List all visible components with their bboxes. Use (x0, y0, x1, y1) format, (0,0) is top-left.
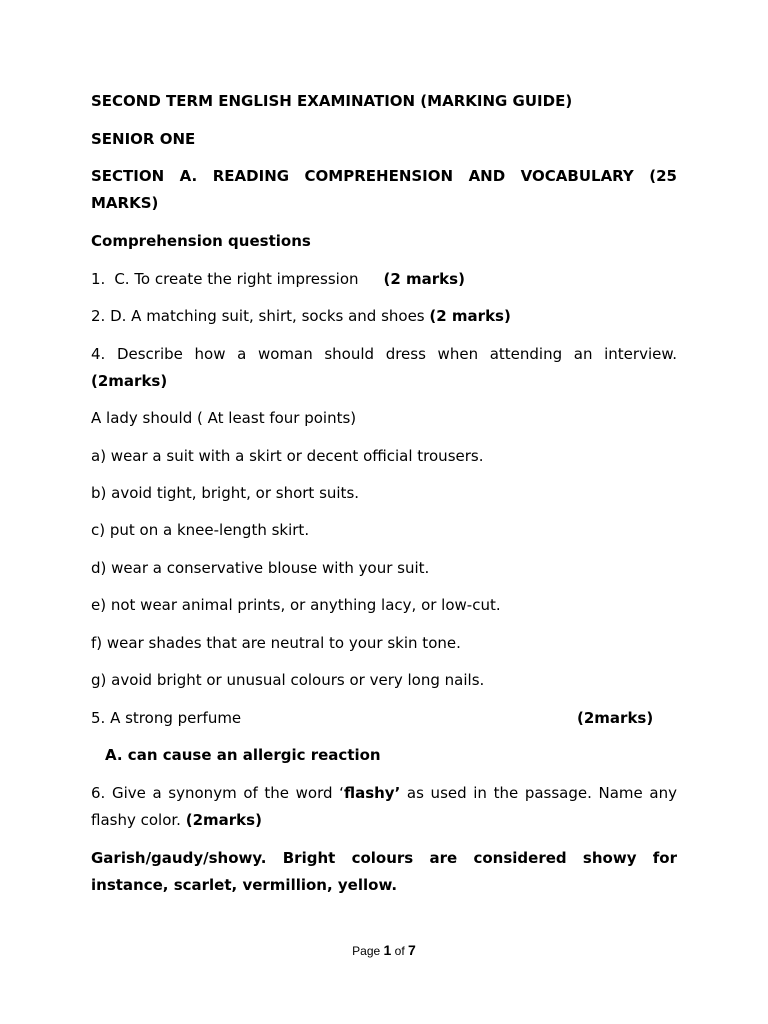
question-2-text: 2. D. A matching suit, shirt, socks and shoes (91, 307, 425, 325)
question-6-keyword: flashy’ (343, 784, 401, 802)
question-5-answer: A. can cause an allergic reaction (105, 746, 381, 764)
question-1-text: C. To create the right impression (114, 270, 359, 288)
question-1-number: 1. (91, 270, 106, 288)
answer-point-e: e) not wear animal prints, or anything lacy, or low-cut. (91, 596, 501, 614)
footer-total-pages: 7 (408, 942, 416, 958)
document-title: SECOND TERM ENGLISH EXAMINATION (MARKING GUIDE) (91, 92, 573, 110)
question-6 (91, 780, 677, 834)
page-footer (0, 940, 768, 961)
question-4-text: 4. Describe how a woman should dress when attending an interview. (91, 345, 677, 363)
question-2 (91, 303, 677, 330)
question-2-marks: (2 marks) (429, 307, 511, 325)
class-level: SENIOR ONE (91, 130, 196, 148)
question-5-text: 5. A strong perfume (91, 709, 242, 727)
answer-point-a: a) wear a suit with a skirt or decent official trousers. (91, 447, 484, 465)
question-4-marks: (2marks) (91, 372, 168, 390)
question-1 (91, 266, 677, 293)
answer-point-b: b) avoid tight, bright, or short suits. (91, 484, 360, 502)
question-6-answer: Garish/gaudy/showy. Bright colours are considered showy for instance, scarlet, vermillion, yellow. (91, 849, 677, 894)
section-heading: SECTION A. READING COMPREHENSION AND VOCABULARY (25 MARKS) (91, 167, 677, 212)
answer-point-d: d) wear a conservative blouse with your suit. (91, 559, 430, 577)
answer-point-g: g) avoid bright or unusual colours or very long nails. (91, 671, 485, 689)
question-5-marks: (2marks) (577, 709, 654, 727)
footer-of-label: of (394, 944, 405, 958)
question-6-text-before: 6. Give a synonym of the word ‘ (91, 784, 344, 802)
answer-point-c: c) put on a knee-length skirt. (91, 521, 310, 539)
answer-point-f: f) wear shades that are neutral to your skin tone. (91, 634, 461, 652)
comprehension-subheading: Comprehension questions (91, 232, 311, 250)
question-1-marks: (2 marks) (383, 270, 465, 288)
question-4 (91, 341, 677, 395)
question-6-text-after: as used in the passage. Name any flashy color. (91, 784, 677, 829)
question-4-intro: A lady should ( At least four points) (91, 409, 357, 427)
footer-page-label: Page (352, 944, 381, 958)
question-5 (91, 705, 677, 732)
question-6-marks: (2marks) (185, 811, 262, 829)
footer-page-number: 1 (383, 942, 392, 958)
